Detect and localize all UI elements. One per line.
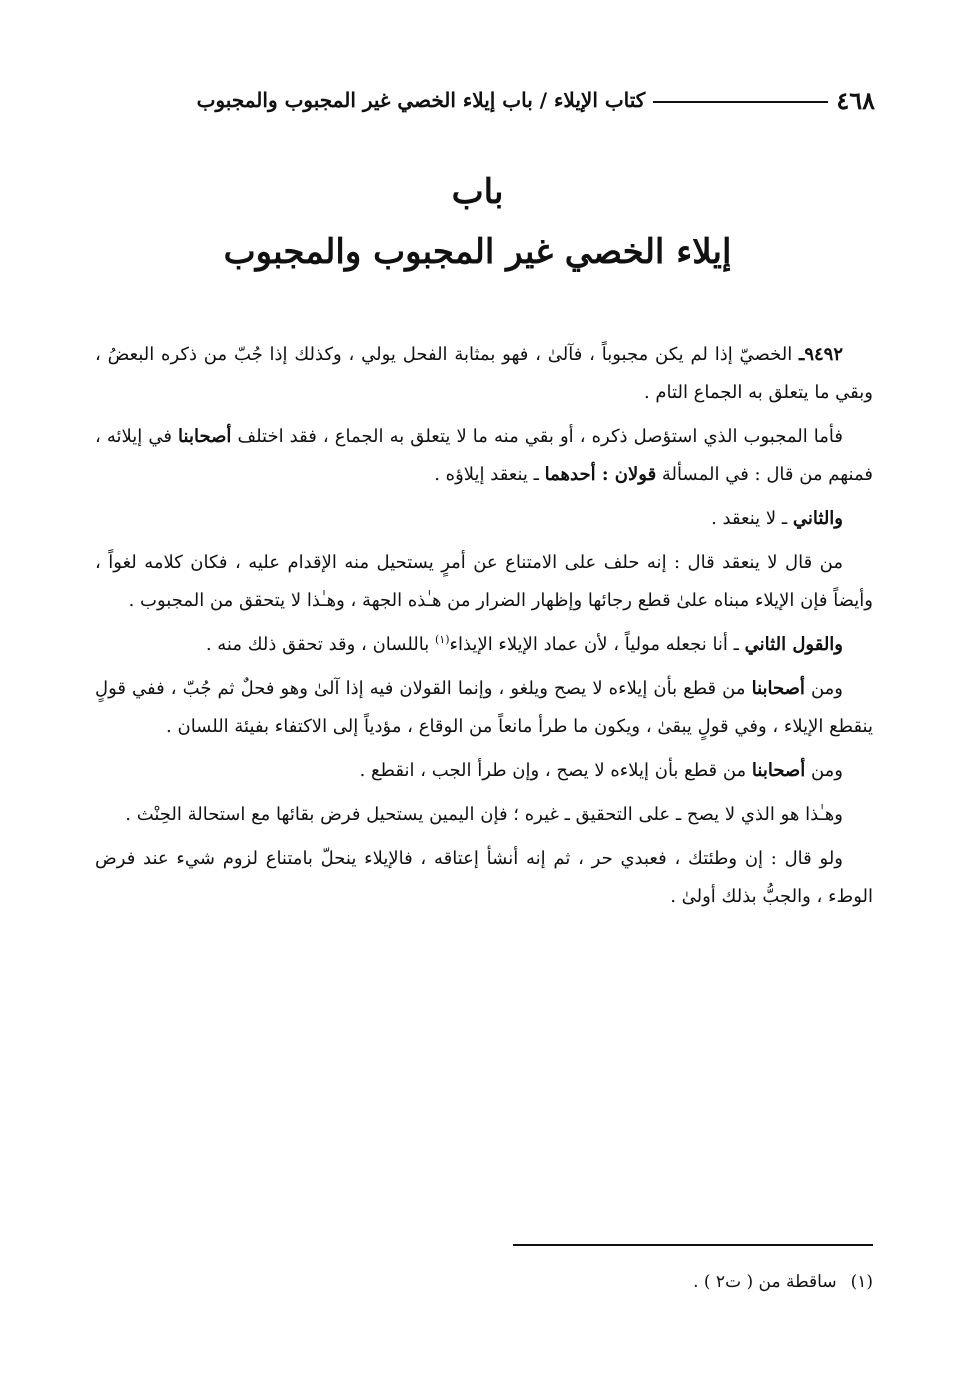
paragraph-text: من قطع بأن إيلاءه لا يصح ، وإن طرأ الجب ، انقطع .: [359, 760, 752, 781]
paragraph-text: من قطع بأن إيلاءه لا يصح ويلغو ، وإنما القولان فيه إذا آلىٰ وهو فحلٌ ثم جُبّ ، ففي قولٍ ينقطع الإيلاء ، وفي قولٍ يبقىٰ ، ويكون ما طرأ مانعاً من الوقاع ، مؤدياً إلى الاكتفاء بفيئة اللسان .: [95, 678, 873, 737]
paragraph-second-opinion: [95, 626, 873, 664]
chapter-label: باب: [451, 172, 504, 212]
bold-term: والثاني: [792, 508, 843, 529]
paragraph-text: ـ لا ينعقد .: [711, 508, 793, 529]
bold-term: أصحابنا: [178, 426, 232, 447]
paragraph-second-view: [95, 500, 873, 538]
running-header: [95, 82, 875, 118]
bold-term: والقول الثاني: [744, 634, 843, 655]
paragraph-text: من قال لا ينعقد قال : إنه حلف على الامتناع عن أمرٍ يستحيل منه الإقدام عليه ، فكان كلامه لغواً ، وأيضاً فإن الإيلاء مبناه علىٰ قطع رجائها وإظهار الضرار من هـٰذه الجهة ، وهـٰذا لا يتحقق من المجبوب .: [95, 552, 873, 611]
body-text: [95, 336, 873, 922]
running-title: كتاب الإيلاء / باب إيلاء الخصي غير المجبوب والمجبوب: [196, 88, 646, 112]
paragraph-verification: [95, 796, 873, 834]
footnote: [273, 1272, 873, 1292]
paragraph-majboob: [95, 418, 873, 494]
paragraph-companions-1: [95, 670, 873, 746]
paragraph-argument: [95, 544, 873, 620]
footnote-rule: [513, 1244, 873, 1246]
paragraph-text: باللسان ، وقد تحقق ذلك منه .: [205, 634, 435, 655]
paragraph-text: ومن: [805, 760, 843, 781]
header-rule: [653, 101, 828, 103]
paragraph-companions-2: [95, 752, 873, 790]
paragraph-text: ومن: [804, 678, 844, 699]
issue-number: ٩٤٩٢ـ: [799, 344, 843, 365]
paragraph-text: ولو قال : إن وطئتك ، فعبدي حر ، ثم إنه أنشأ إعتاقه ، فالإيلاء ينحلّ بامتناع لزوم شيء عند فرض الوطء ، والجبُّ بذلك أولىٰ .: [95, 848, 873, 907]
paragraph-text: ـ أنا نجعله مولياً ، لأن عماد الإيلاء الإيذاء: [449, 634, 745, 655]
paragraph-text: وهـٰذا هو الذي لا يصح ـ على التحقيق ـ غيره ؛ فإن اليمين يستحيل فرض بقائها مع استحالة الحِنْث .: [125, 804, 843, 825]
paragraph-example: [95, 840, 873, 916]
bold-term: قولان : أحدهما: [544, 464, 657, 485]
paragraph-text: ـ ينعقد إيلاؤه .: [434, 464, 545, 485]
footnote-reference[interactable]: (١): [435, 633, 450, 646]
chapter-title: إيلاء الخصي غير المجبوب والمجبوب: [223, 232, 732, 272]
paragraph-text: فأما المجبوب الذي استؤصل ذكره ، أو بقي منه ما لا يتعلق به الجماع ، فقد اختلف: [231, 426, 844, 447]
paragraph-text: الخصيّ إذا لم يكن مجبوباً ، فآلىٰ ، فهو بمثابة الفحل يولي ، وكذلك إذا جُبّ من ذكره البعضُ ، وبقي ما يتعلق به الجماع التام .: [95, 344, 873, 403]
paragraph-text: في إيلائه ، فمنهم من قال : في المسألة: [95, 426, 873, 485]
bold-term: أصحابنا: [751, 760, 806, 781]
paragraph-9492: [95, 336, 873, 412]
bold-term: أصحابنا: [751, 678, 805, 699]
page-number: ٤٦٨: [836, 85, 875, 115]
footnote-text: ساقطة من ( ت٢ ) .: [693, 1272, 837, 1292]
footnote-marker: (١): [850, 1272, 873, 1292]
